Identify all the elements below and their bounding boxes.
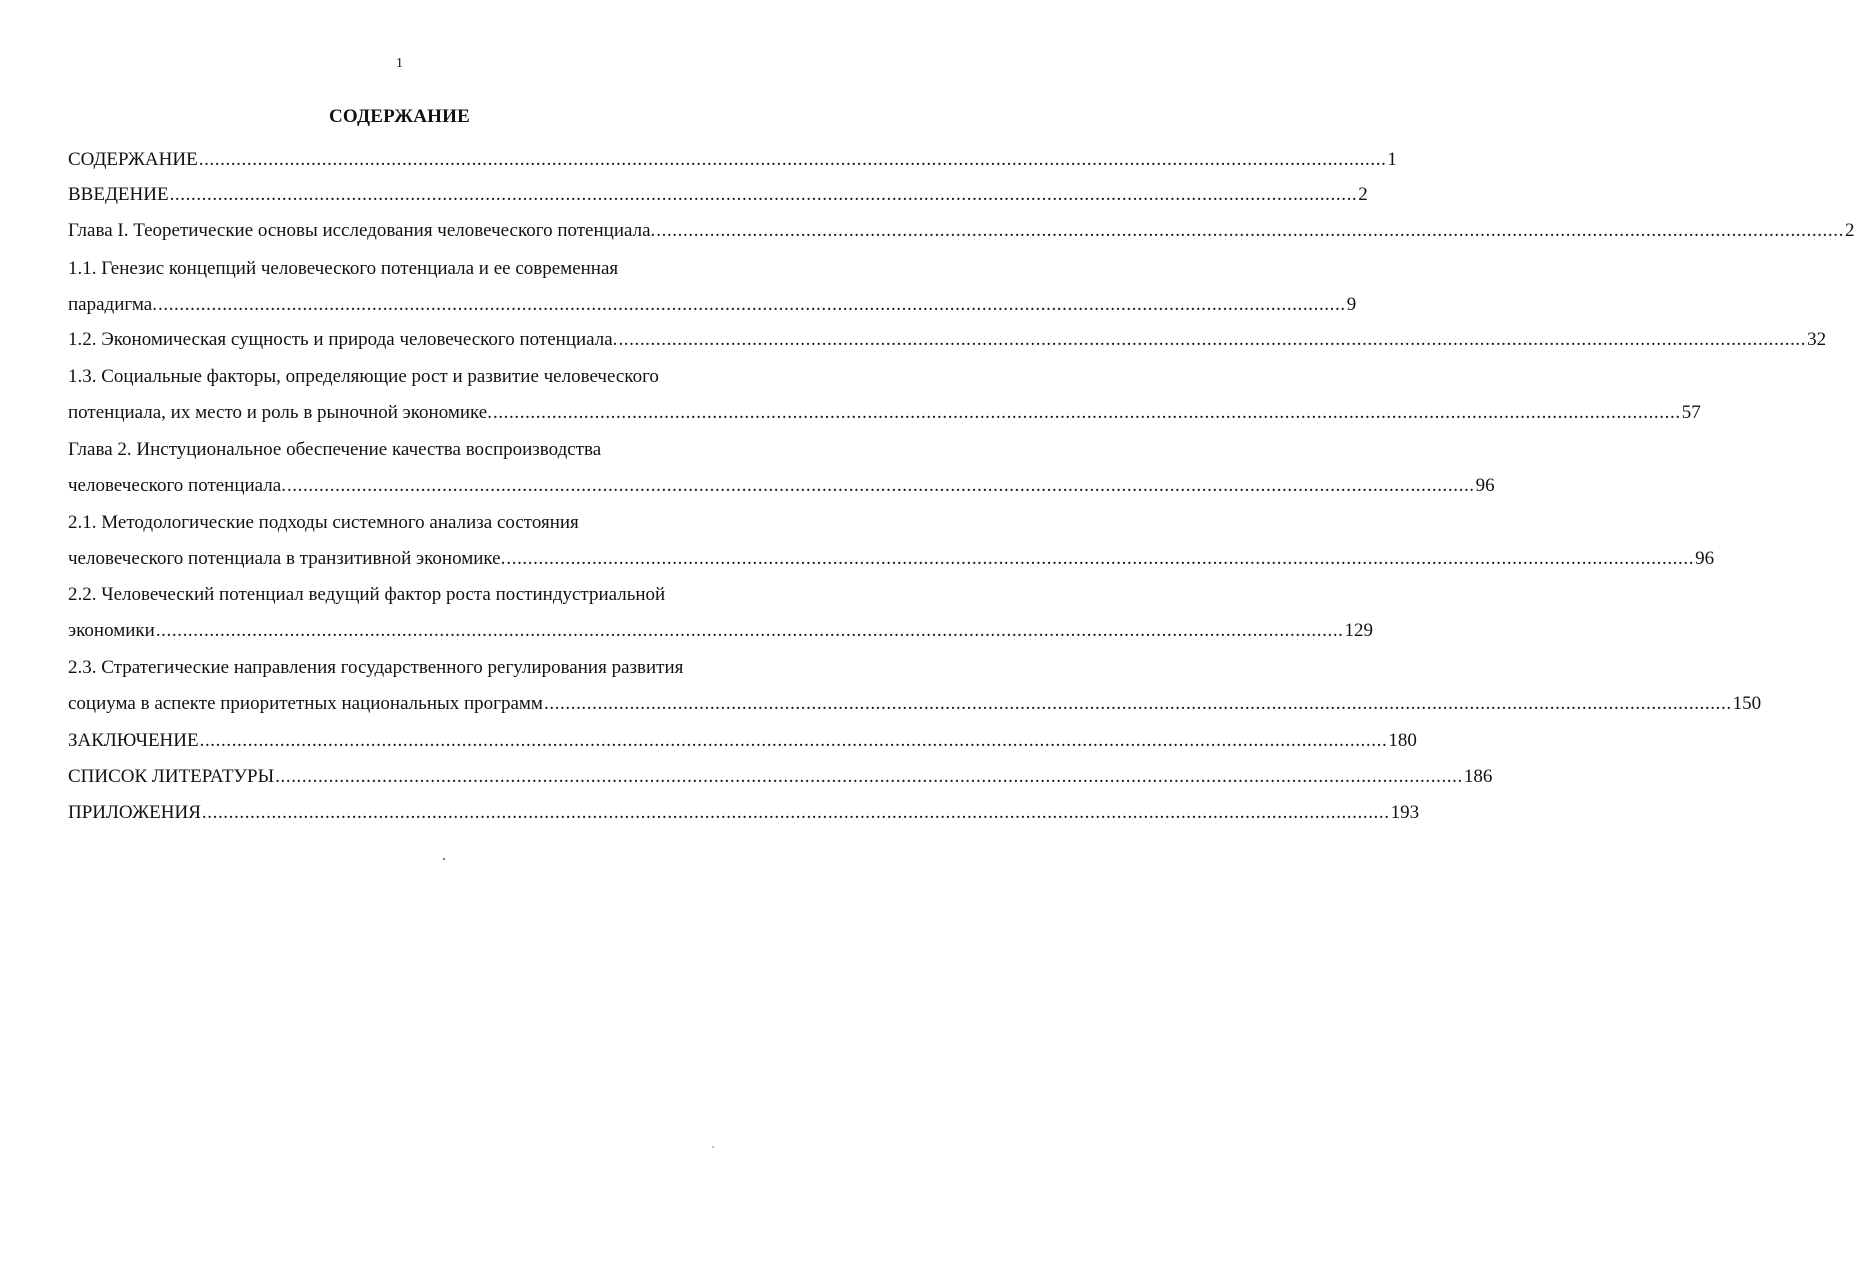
toc-entry-text-line1: 2.2. Человеческий потенциал ведущий фактор роста постиндустриальной [68,584,666,605]
toc-entry-page: 186 [1463,766,1493,787]
toc-entry-text-line1: 2.3. Стратегические направления государственного регулирования развития [68,657,684,678]
toc-entry-appendices[interactable] [68,795,1420,831]
dot-leader [170,177,1358,213]
dot-leader [618,322,1806,358]
dot-leader [656,213,1844,249]
toc-entry-text: человеческого потенциала в транзитивной экономике. [68,548,506,569]
toc-entry-page: 57 [1681,402,1701,423]
page-title: СОДЕРЖАНИЕ [329,106,470,127]
toc-entry-text: парадигма. [68,294,157,315]
toc-entry-chapter-2[interactable] [68,432,1495,504]
toc-entry-1-2[interactable] [68,322,1827,358]
toc-entry-2-3[interactable] [68,650,1762,722]
toc-entry-text-line1: 1.1. Генезис концепций человеческого потенциала и ее современная [68,258,619,279]
toc-entry-page: 9 [1346,294,1357,315]
toc-entry-2-1[interactable] [68,505,1715,577]
toc-entry-text: СОДЕРЖАНИЕ [68,149,198,170]
toc-entry-text: социума в аспекте приоритетных национальных программ [68,693,543,714]
toc-entry-text: ЗАКЛЮЧЕНИЕ [68,730,199,751]
dot-leader [287,468,1475,504]
toc-entry-1-1[interactable] [68,251,1357,323]
toc-entry-text: ПРИЛОЖЕНИЯ [68,802,201,823]
dot-leader [200,723,1388,759]
page-number: 1 [396,56,403,71]
toc-entry-text-line1: 1.3. Социальные факторы, определяющие рост и развитие человеческого [68,366,659,387]
toc-entry-text: ВВЕДЕНИЕ [68,184,169,205]
toc-entry-2-2[interactable] [68,577,1374,649]
toc-entry-contents[interactable] [68,142,1397,178]
dot-leader [202,795,1390,831]
toc-entry-page: 180 [1388,730,1417,751]
toc-entry-page: 2 [1358,184,1368,205]
dot-leader [199,142,1387,178]
toc-entry-page: 32 [1807,329,1827,350]
toc-entry-page: 1 [1387,149,1397,170]
toc-entry-1-3[interactable] [68,359,1701,431]
scan-speck [712,1146,714,1148]
toc-entry-page: 96 [1475,475,1495,496]
dot-leader [544,686,1732,722]
dot-leader [156,613,1344,649]
scan-speck [443,858,445,860]
toc-entry-page: 193 [1390,802,1420,823]
toc-entry-text-line1: 2.1. Методологические подходы системного анализа состояния [68,512,579,533]
toc-entry-page: 2 [1844,220,1854,241]
toc-entry-references[interactable] [68,759,1493,795]
toc-entry-page: 129 [1344,620,1374,641]
toc-entry-text: СПИСОК ЛИТЕРАТУРЫ [68,766,275,787]
toc-entry-chapter-1[interactable] [68,213,1854,249]
toc-entry-page: 96 [1695,548,1715,569]
dot-leader [493,395,1681,431]
toc-entry-text: потенциала, их место и роль в рыночной экономике. [68,402,492,423]
dot-leader [158,287,1346,323]
toc-entry-text-line1: Глава 2. Инстуциональное обеспечение качества воспроизводства [68,439,602,460]
toc-entry-text: Глава I. Теоретические основы исследования человеческого потенциала. [68,220,656,241]
toc-entry-conclusion[interactable] [68,723,1417,759]
toc-entry-text: человеческого потенциала. [68,475,286,496]
toc-entry-page: 150 [1732,693,1762,714]
toc-entry-introduction[interactable] [68,177,1368,213]
dot-leader [275,759,1463,795]
dot-leader [506,541,1694,577]
toc-entry-text: 1.2. Экономическая сущность и природа человеческого потенциала. [68,329,618,350]
toc-entry-text: экономики [68,620,155,641]
